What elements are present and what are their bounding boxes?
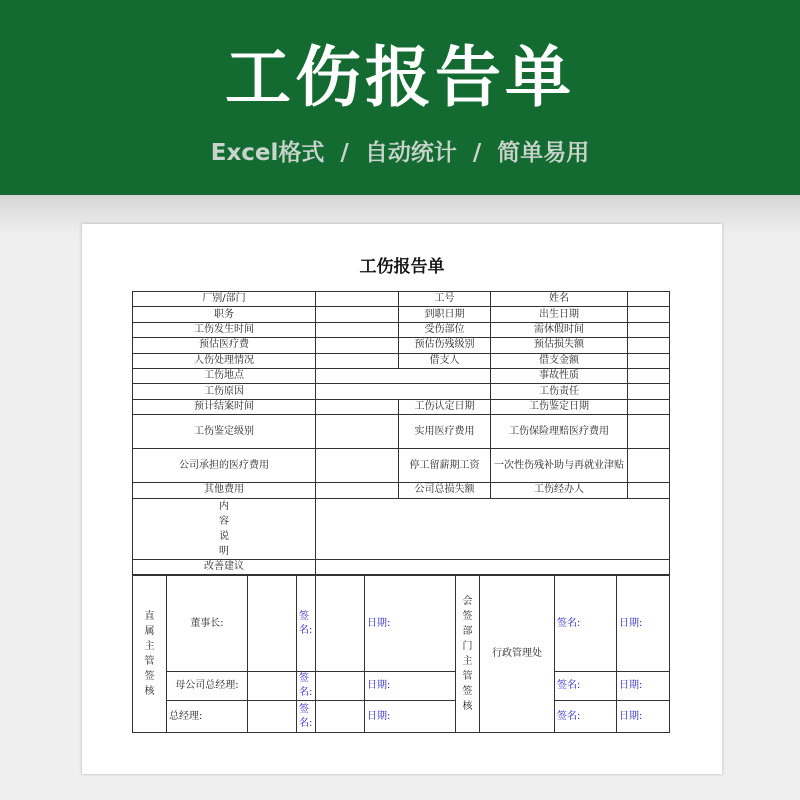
field-value[interactable] <box>628 353 670 368</box>
field-label: 工号 <box>399 292 491 307</box>
field-value[interactable] <box>628 368 670 383</box>
field-label: 受伤部位 <box>399 322 491 337</box>
field-label: 工伤原因 <box>133 384 316 399</box>
signoff-table <box>132 575 670 733</box>
report-form <box>132 291 670 575</box>
form-row <box>133 399 670 414</box>
signer-label: 总经理: <box>167 701 248 733</box>
header-banner <box>0 0 800 195</box>
signer-value[interactable] <box>248 672 297 701</box>
content-label-text: 内容说明 <box>219 500 229 557</box>
field-value[interactable] <box>628 483 670 498</box>
signer-label: 母公司总经理: <box>167 672 248 701</box>
form-row <box>133 292 670 307</box>
field-label: 事故性质 <box>491 368 628 383</box>
field-value[interactable] <box>628 322 670 337</box>
field-value[interactable] <box>316 292 399 307</box>
field-label: 需休假时间 <box>491 322 628 337</box>
signoff-row <box>133 701 670 733</box>
admin-label: 行政管理处 <box>480 576 555 733</box>
field-label: 停工留薪期工资 <box>399 449 491 483</box>
supervisor-label <box>133 576 167 733</box>
field-label: 人伤处理情况 <box>133 353 316 368</box>
field-value[interactable] <box>316 559 670 574</box>
content-label <box>133 498 316 559</box>
field-label: 出生日期 <box>491 307 628 322</box>
date-label: 日期: <box>617 672 670 701</box>
field-label: 实用医疗费用 <box>399 415 491 449</box>
field-value[interactable] <box>628 449 670 483</box>
field-value[interactable] <box>316 415 399 449</box>
form-row <box>133 322 670 337</box>
field-label: 工伤鉴定级别 <box>133 415 316 449</box>
form-row <box>133 559 670 574</box>
sign-value[interactable] <box>316 576 365 672</box>
signer-label: 董事长: <box>167 576 248 672</box>
feature-auto: 自动统计 <box>364 140 457 166</box>
form-row <box>133 415 670 449</box>
report-sheet <box>82 224 722 774</box>
form-row <box>133 307 670 322</box>
banner-title: 工伤报告单 <box>225 39 575 116</box>
supervisor-label-text: 直属主管签核 <box>144 611 155 697</box>
field-value[interactable] <box>628 415 670 449</box>
field-label: 一次性伤残补助与再就业津贴 <box>491 449 628 483</box>
form-row <box>133 449 670 483</box>
date-label: 日期: <box>365 576 456 672</box>
field-value[interactable] <box>316 483 399 498</box>
field-label: 工伤责任 <box>491 384 628 399</box>
form-row <box>133 338 670 353</box>
field-label: 工伤认定日期 <box>399 399 491 414</box>
sheet-title: 工伤报告单 <box>359 257 445 277</box>
field-label: 厂别/部门 <box>133 292 316 307</box>
signoff-row <box>133 672 670 701</box>
field-label: 借支人 <box>399 353 491 368</box>
field-label: 工伤鉴定日期 <box>491 399 628 414</box>
date-label: 日期: <box>365 672 456 701</box>
field-label: 姓名 <box>491 292 628 307</box>
field-value[interactable] <box>316 384 491 399</box>
form-row <box>133 368 670 383</box>
separator: / <box>472 140 482 166</box>
sign-label: 签名: <box>297 701 316 733</box>
sign-value[interactable] <box>316 672 365 701</box>
field-label: 到职日期 <box>399 307 491 322</box>
signer-value[interactable] <box>248 576 297 672</box>
field-label: 工伤地点 <box>133 368 316 383</box>
field-label: 预计结案时间 <box>133 399 316 414</box>
field-label: 借支金额 <box>491 353 628 368</box>
field-value[interactable] <box>316 307 399 322</box>
field-value[interactable] <box>316 368 491 383</box>
field-value[interactable] <box>628 338 670 353</box>
feature-format: Excel格式 <box>210 140 325 166</box>
date-label: 日期: <box>617 576 670 672</box>
dept-label-text: 会签部门主管签核 <box>462 596 473 712</box>
sign-value[interactable] <box>316 701 365 733</box>
field-label: 职务 <box>133 307 316 322</box>
form-row <box>133 483 670 498</box>
sign-label: 签名: <box>297 672 316 701</box>
signoff-row <box>133 576 670 672</box>
field-value[interactable] <box>628 384 670 399</box>
field-value[interactable] <box>316 353 399 368</box>
form-row <box>133 384 670 399</box>
banner-subtitle <box>0 138 800 168</box>
feature-easy: 简单易用 <box>497 140 590 166</box>
sign-label: 签名: <box>297 576 316 672</box>
sign-label: 签名: <box>555 672 617 701</box>
field-value[interactable] <box>316 338 399 353</box>
field-value[interactable] <box>628 292 670 307</box>
field-label: 工伤经办人 <box>491 483 628 498</box>
field-label: 其他费用 <box>133 483 316 498</box>
field-value[interactable] <box>628 399 670 414</box>
field-value[interactable] <box>316 449 399 483</box>
separator: / <box>340 140 349 166</box>
field-label: 工伤发生时间 <box>133 322 316 337</box>
field-label: 预估损失额 <box>491 338 628 353</box>
field-label: 预估医疗费 <box>133 338 316 353</box>
field-label: 工伤保险理赔医疗费用 <box>491 415 628 449</box>
form-row <box>133 498 670 559</box>
field-value[interactable] <box>316 399 399 414</box>
field-label: 预估伤残级别 <box>399 338 491 353</box>
field-label: 公司总损失额 <box>399 483 491 498</box>
sign-label: 签名: <box>555 576 617 672</box>
signer-value[interactable] <box>248 701 297 733</box>
date-label: 日期: <box>617 701 670 733</box>
form-row <box>133 353 670 368</box>
field-label: 公司承担的医疗费用 <box>133 449 316 483</box>
sign-label: 签名: <box>555 701 617 733</box>
field-value[interactable] <box>628 307 670 322</box>
date-label: 日期: <box>365 701 456 733</box>
field-value[interactable] <box>316 322 399 337</box>
dept-label <box>456 576 480 733</box>
field-label: 改善建议 <box>133 559 316 574</box>
content-value[interactable] <box>316 498 670 559</box>
